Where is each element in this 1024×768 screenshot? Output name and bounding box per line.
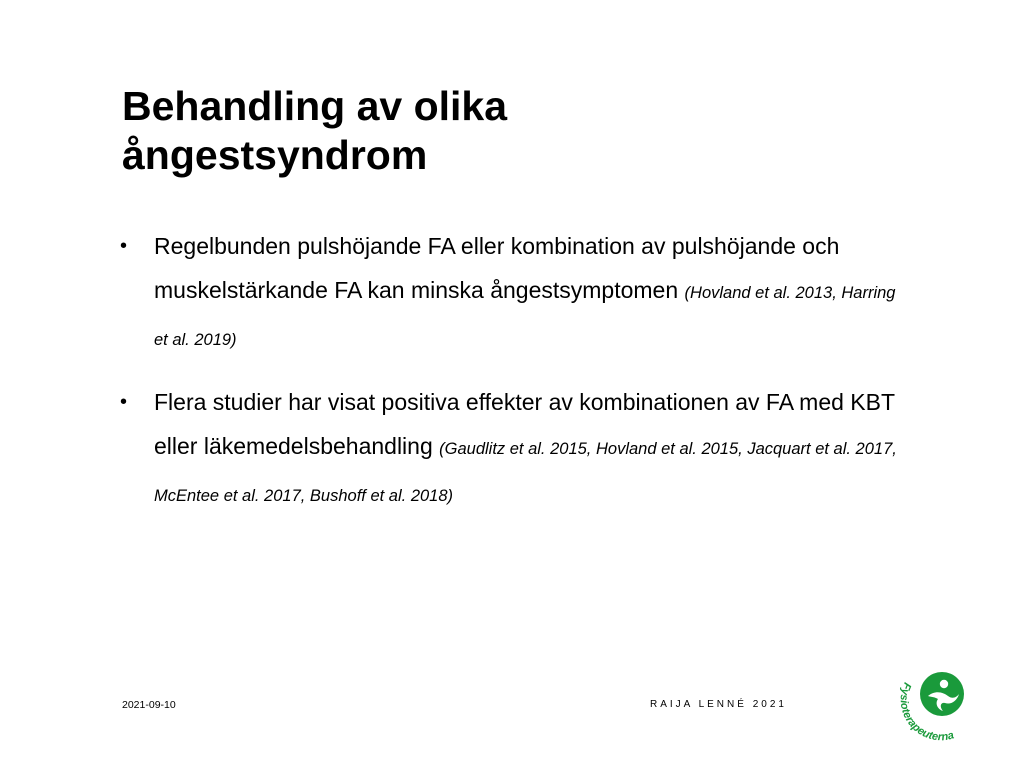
bullet-list <box>118 224 908 536</box>
bullet-marker: • <box>120 391 128 413</box>
slide-title-line-1: Behandling av olika <box>122 83 508 129</box>
slide-title <box>122 82 682 180</box>
slide-title-line-2: ångestsyndrom <box>122 132 428 178</box>
bullet-citation: (Hovland et al. 2013, Harring et al. 2019) <box>154 284 896 349</box>
fysioterapeuterna-logo-icon <box>893 668 985 746</box>
footer-author: RAIJA LENNÉ 2021 <box>650 699 787 710</box>
bullet-citation: (Gaudlitz et al. 2015, Hovland et al. 2015, Jacquart et al. 2017, McEntee et al. 2017, Bushoff et al. 2018) <box>154 440 897 505</box>
bullet-item-exercise <box>118 224 908 362</box>
bullet-text: Regelbunden pulshöjande FA eller kombination av pulshöjande och muskelstärkande FA kan minska ångestsymptomen <box>154 233 840 303</box>
footer-date: 2021-09-10 <box>122 699 176 711</box>
logo-text: Fysioterapeuterna <box>897 680 956 744</box>
bullet-text: Flera studier har visat positiva effekter av kombinationen av FA med KBT eller läkemedelsbehandling <box>154 389 895 459</box>
bullet-marker: • <box>120 235 128 257</box>
bullet-item-combination <box>118 380 908 518</box>
